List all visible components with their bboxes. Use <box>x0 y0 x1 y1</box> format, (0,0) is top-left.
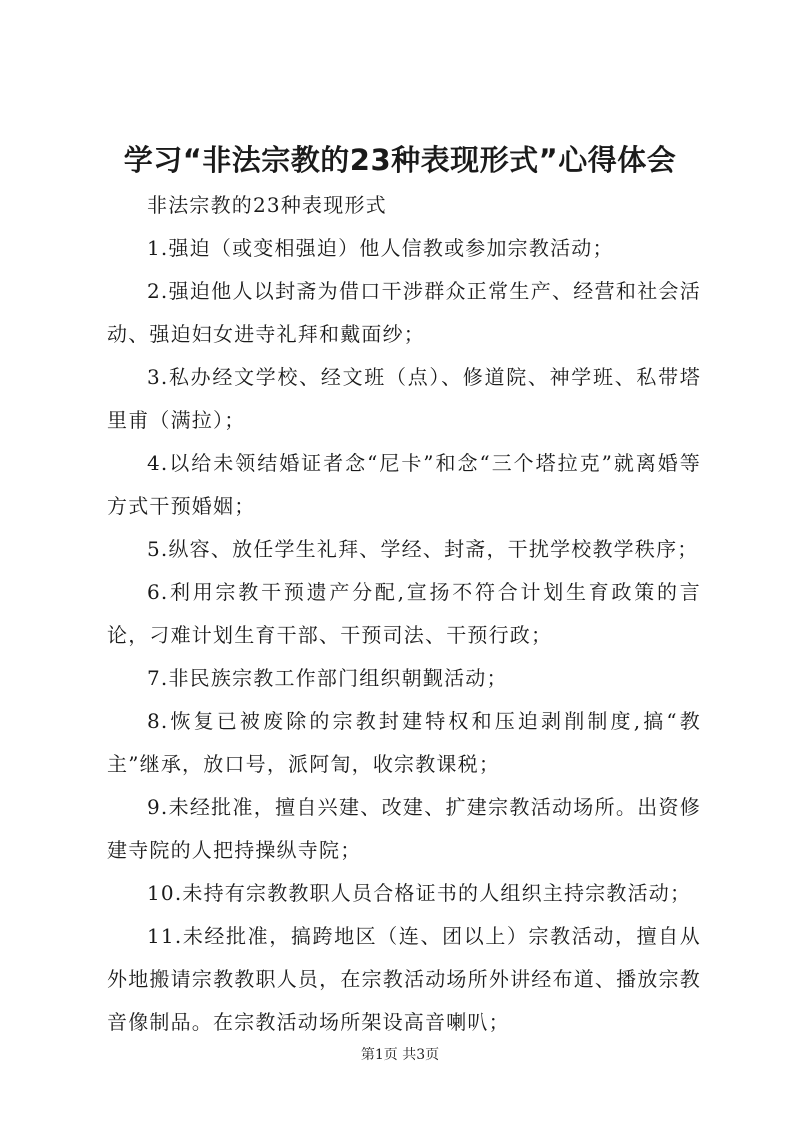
paragraph-item-7: 7.非民族宗教工作部门组织朝觐活动； <box>147 666 508 690</box>
paragraph-item-4: 4.以给未领结婚证者念“尼卡”和念“三个塔拉克”就离婚等方式干预婚姻； <box>107 451 701 518</box>
paragraph-item-8: 8.恢复已被废除的宗教封建特权和压迫剥削制度,搞“教主”继承，放口号，派阿訇，收宗教课税； <box>107 709 701 776</box>
paragraph-item-11: 11.未经批准，搞跨地区（连、团以上）宗教活动，擅自从外地搬请宗教教职人员，在宗教活动场所外讲经布道、播放宗教音像制品。在宗教活动场所架设高音喇叭； <box>107 924 701 1034</box>
paragraph-item-3: 3.私办经文学校、经文班（点）、修道院、神学班、私带塔里甫（满拉）； <box>107 365 701 432</box>
page-footer <box>0 1045 800 1065</box>
paragraph-item-2: 2.强迫他人以封斋为借口干涉群众正常生产、经营和社会活动、强迫妇女进寺礼拜和戴面纱； <box>107 279 701 346</box>
paragraph-item-9: 9.未经批准，擅自兴建、改建、扩建宗教活动场所。出资修建寺院的人把持操纵寺院； <box>107 795 701 862</box>
document-body <box>107 184 701 1044</box>
paragraph-item-6: 6.利用宗教干预遗产分配,宣扬不符合计划生育政策的言论，刁难计划生育干部、干预司法、干预行政； <box>107 580 701 647</box>
page-number-label: 第1页 共3页 <box>360 1047 440 1063</box>
paragraph-item-1: 1.强迫（或变相强迫）他人信教或参加宗教活动； <box>147 236 614 260</box>
paragraph-item-5: 5.纵容、放任学生礼拜、学经、封斋，干扰学校教学秩序； <box>147 537 699 561</box>
document-title: 学习“非法宗教的23种表现形式”心得体会 <box>123 143 677 177</box>
paragraph-item-10: 10.未持有宗教教职人员合格证书的人组织主持宗教活动； <box>147 881 692 905</box>
paragraph-subheading: 非法宗教的23种表现形式 <box>147 193 387 217</box>
